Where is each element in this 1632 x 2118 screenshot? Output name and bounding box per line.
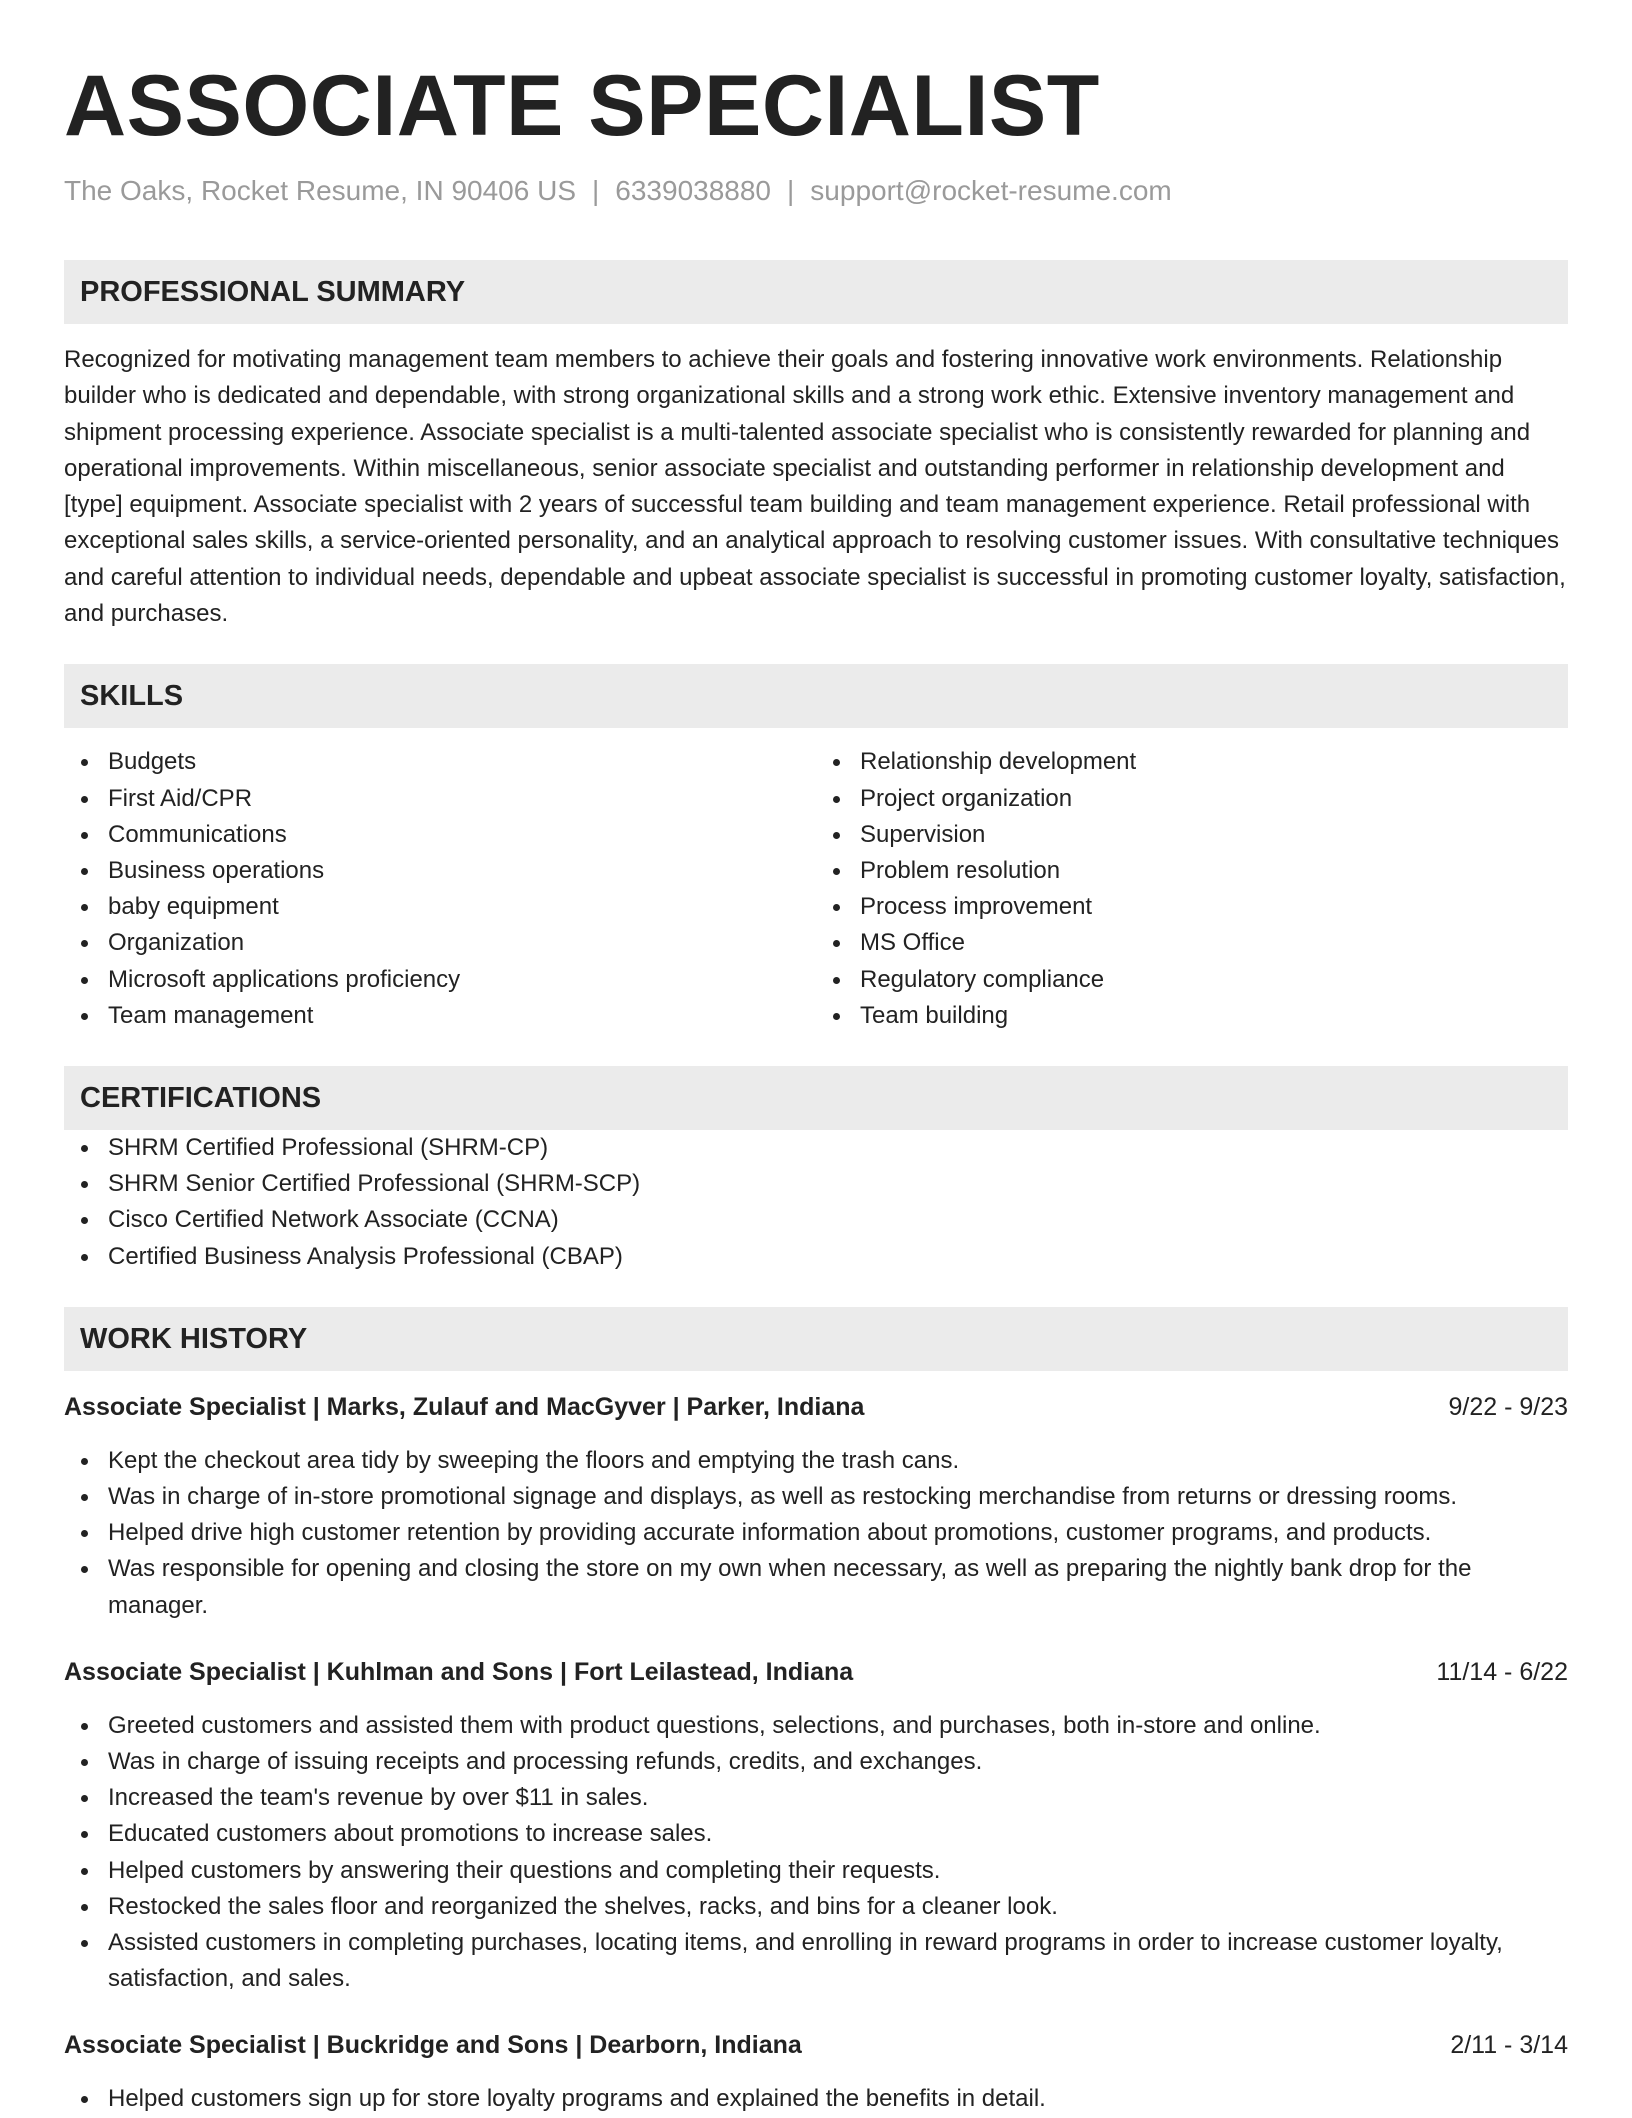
job-bullet: Was in charge of issuing receipts and processing refunds, credits, and exchanges. [64,1744,1568,1780]
job-title-row [64,1654,1568,1690]
job-bullet: Was responsible for opening and closing the store on my own when necessary, as well as preparing the nightly bank drop for the manager. [64,1551,1568,1623]
contact-address: The Oaks, Rocket Resume, IN 90406 US [64,175,576,206]
skill-item: Supervision [816,817,1568,853]
skills-list-left [64,744,816,1034]
section-heading-certifications: CERTIFICATIONS [64,1066,1568,1130]
job-dates: 11/14 - 6/22 [1436,1657,1568,1686]
resume-name: ASSOCIATE SPECIALIST [64,58,1100,154]
contact-phone: 6339038880 [615,175,772,206]
certification-item: SHRM Certified Professional (SHRM-CP) [64,1130,1568,1166]
certification-item: Certified Business Analysis Professional (CBAP) [64,1239,1568,1275]
job-bullets [64,1708,1568,1998]
section-heading-skills: SKILLS [64,664,1568,728]
job-bullet: Kept the checkout area tidy by sweeping the floors and emptying the trash cans. [64,1443,1568,1479]
contact-separator: | [787,175,795,206]
skill-item: Team building [816,998,1568,1034]
skill-item: Microsoft applications proficiency [64,962,816,998]
section-heading-summary: PROFESSIONAL SUMMARY [64,260,1568,324]
job-dates: 9/22 - 9/23 [1448,1392,1568,1421]
skill-item: Organization [64,925,816,961]
skill-item: MS Office [816,925,1568,961]
skill-item: Problem resolution [816,853,1568,889]
job-bullet: Greeted customers and assisted them with product questions, selections, and purchases, both in-store and online. [64,1708,1568,1744]
skill-item: First Aid/CPR [64,781,816,817]
certification-item: Cisco Certified Network Associate (CCNA) [64,1202,1568,1238]
job-title: Associate Specialist | Marks, Zulauf and MacGyver | Parker, Indiana [64,1392,865,1421]
job-bullet: Was in charge of in-store promotional signage and displays, as well as restocking merchandise from returns or dressing rooms. [64,1479,1568,1515]
skill-item: Budgets [64,744,816,780]
section-heading-work-history: WORK HISTORY [64,1307,1568,1371]
skills-columns [64,744,1568,1034]
job-bullet: Helped customers by answering their questions and completing their requests. [64,1853,1568,1889]
job-dates: 2/11 - 3/14 [1450,2031,1568,2060]
skill-item: Team management [64,998,816,1034]
skills-list-right [816,744,1568,1034]
contact-email: support@rocket-resume.com [810,175,1172,206]
skills-column-right [816,744,1568,1034]
job-bullets [64,1443,1568,1624]
skill-item: Process improvement [816,889,1568,925]
job-bullet: Educated customers about promotions to increase sales. [64,1816,1568,1852]
job-bullet: Assisted customers in completing purchases, locating items, and enrolling in reward programs in order to increase customer loyalty, satisfaction, and sales. [64,1925,1568,1997]
skill-item: baby equipment [64,889,816,925]
skill-item: Communications [64,817,816,853]
job-bullet: Helped drive high customer retention by providing accurate information about promotions, customer programs, and products. [64,1515,1568,1551]
skill-item: Relationship development [816,744,1568,780]
contact-line [64,174,1568,208]
summary-text: Recognized for motivating management team members to achieve their goals and fostering innovative work environments. Relationship builder who is dedicated and dependable, with strong organizational skills and a strong work ethic. Extensive inventory management and shipment processing experience. Associate specialist is a multi-talented associate specialist who is consistently rewarded for planning and operational improvements. Within miscellaneous, senior associate specialist and outstanding performer in relationship development and [type] equipment. Associate specialist with 2 years of successful team building and team management experience. Retail professional with exceptional sales skills, a service-oriented personality, and an analytical approach to resolving customer issues. With consultative techniques and careful attention to individual needs, dependable and upbeat associate specialist is successful in promoting customer loyalty, satisfaction, and purchases. [64,346,1566,628]
job-bullets [64,2081,1568,2117]
job-title-row [64,2027,1568,2063]
job-entry [64,1654,1568,1998]
job-title: Associate Specialist | Buckridge and Sons | Dearborn, Indiana [64,2031,802,2060]
certifications-list [64,1130,1568,1275]
skill-item: Project organization [816,781,1568,817]
job-entry [64,2027,1568,2117]
contact-separator: | [592,175,600,206]
skill-item: Business operations [64,853,816,889]
job-title: Associate Specialist | Kuhlman and Sons | Fort Leilastead, Indiana [64,1657,854,1686]
job-bullet: Helped customers sign up for store loyalty programs and explained the benefits in detail. [64,2081,1568,2117]
certification-item: SHRM Senior Certified Professional (SHRM-SCP) [64,1166,1568,1202]
job-bullet: Restocked the sales floor and reorganized the shelves, racks, and bins for a cleaner look. [64,1889,1568,1925]
job-entry [64,1389,1568,1624]
skills-column-left [64,744,816,1034]
job-title-row [64,1389,1568,1425]
job-bullet: Increased the team's revenue by over $11 in sales. [64,1780,1568,1816]
skill-item: Regulatory compliance [816,962,1568,998]
